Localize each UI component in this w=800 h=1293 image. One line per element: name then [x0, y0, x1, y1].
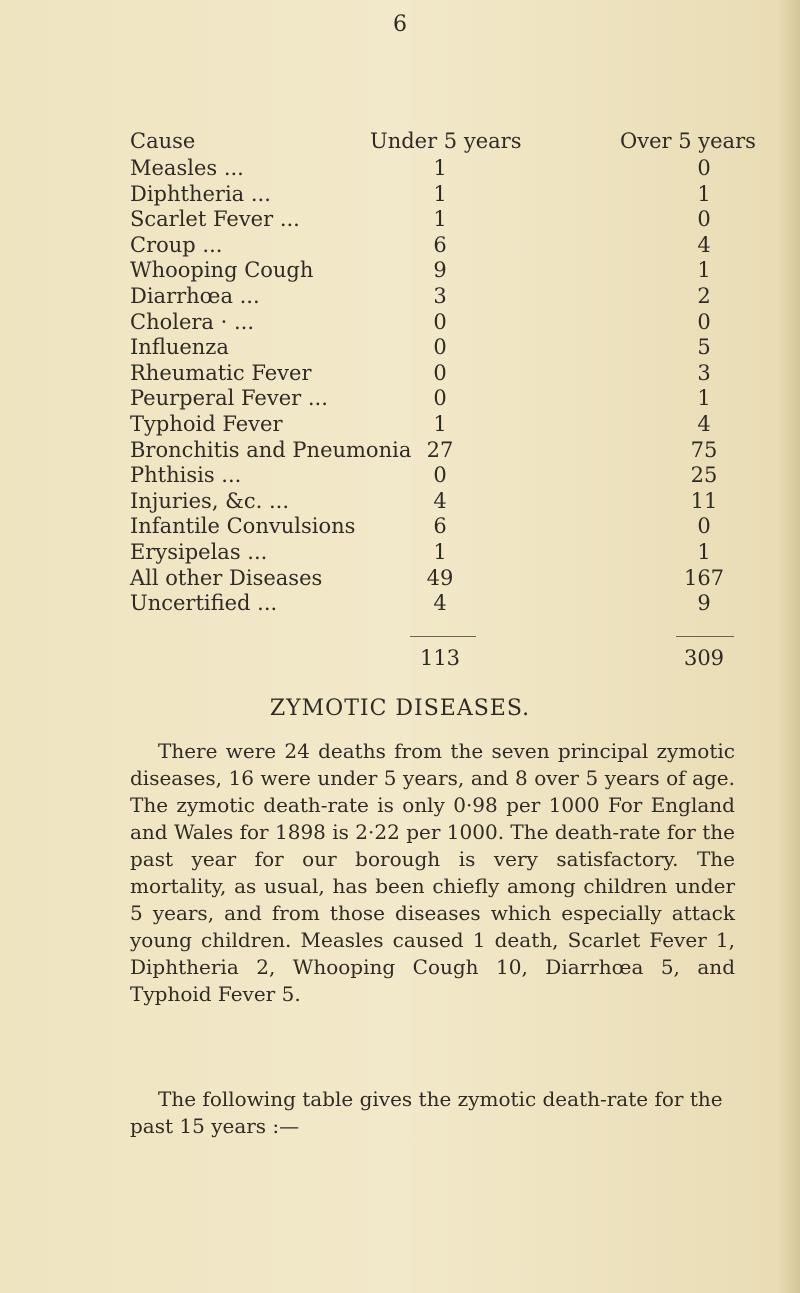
table-totals — [0, 646, 800, 676]
row-over-5: 75 — [690, 437, 718, 462]
row-over-5: 5 — [697, 335, 711, 360]
row-cause: Peurperal Fever ... — [130, 386, 328, 411]
row-under-5: 0 — [433, 335, 447, 360]
row-under-5: 1 — [433, 207, 447, 232]
row-under-5: 1 — [433, 412, 447, 436]
table-row — [0, 411, 800, 437]
header-cause: Cause — [130, 129, 196, 153]
row-over-5: 0 — [697, 309, 711, 334]
table-row — [0, 360, 800, 386]
page-number: 6 — [393, 12, 407, 37]
row-cause: Cholera · ... — [130, 309, 254, 334]
under-total-rule — [410, 636, 476, 637]
row-over-5: 9 — [697, 591, 711, 616]
table-row — [0, 206, 800, 232]
row-cause: Bronchitis and Pneumonia — [130, 437, 412, 462]
row-cause: Rheumatic Fever — [130, 360, 312, 385]
row-over-5: 4 — [697, 232, 711, 257]
row-cause: Infantile Convulsions — [130, 514, 356, 539]
header-over-5: Over 5 years — [620, 129, 756, 153]
table-row — [0, 385, 800, 411]
row-cause: Measles ... — [130, 156, 244, 180]
section-title: ZYMOTIC DISEASES. — [269, 696, 531, 721]
table-row — [0, 334, 800, 360]
row-over-5: 1 — [697, 386, 711, 411]
row-under-5: 9 — [433, 258, 447, 283]
header-under-5: Under 5 years — [370, 129, 522, 153]
row-over-5: 25 — [690, 463, 718, 488]
over-total-rule — [676, 636, 734, 637]
table-row — [0, 488, 800, 514]
row-under-5: 4 — [433, 591, 447, 616]
row-over-5: 1 — [697, 258, 711, 283]
row-cause: All other Diseases — [130, 565, 323, 590]
row-under-5: 3 — [433, 284, 447, 308]
row-cause: Croup ... — [130, 232, 223, 257]
row-cause: Phthisis ... — [130, 463, 242, 488]
row-cause: Typhoid Fever — [130, 412, 283, 436]
row-cause: Influenza — [130, 335, 229, 360]
paragraph-following-table: The following table gives the zymotic death-rate for the past 15 years :— — [130, 1087, 723, 1138]
row-over-5: 0 — [697, 207, 711, 232]
row-over-5: 0 — [697, 156, 711, 180]
total-over-5: 309 — [683, 646, 725, 670]
row-under-5: 1 — [433, 156, 447, 180]
table-header — [0, 128, 800, 154]
table-row — [0, 181, 800, 207]
table-row — [0, 513, 800, 539]
row-cause: Injuries, &c. ... — [130, 488, 289, 513]
table-row — [0, 565, 800, 591]
table-row — [0, 283, 800, 309]
row-under-5: 0 — [433, 386, 447, 411]
table-row — [0, 590, 800, 616]
row-under-5: 4 — [433, 488, 447, 513]
row-over-5: 0 — [697, 514, 711, 539]
table-row — [0, 309, 800, 335]
row-under-5: 1 — [433, 181, 447, 206]
row-under-5: 1 — [433, 540, 447, 564]
row-over-5: 4 — [697, 412, 711, 436]
row-over-5: 11 — [690, 488, 718, 513]
row-cause: Whooping Cough — [130, 258, 314, 283]
row-under-5: 6 — [433, 514, 447, 539]
row-over-5: 167 — [683, 565, 725, 590]
row-cause: Diphtheria ... — [130, 181, 271, 206]
row-under-5: 0 — [433, 463, 447, 488]
row-under-5: 49 — [426, 565, 454, 590]
table-row — [0, 539, 800, 565]
table-row — [0, 437, 800, 463]
row-under-5: 27 — [426, 437, 454, 462]
row-cause: Scarlet Fever ... — [130, 207, 300, 232]
total-under-5: 113 — [419, 646, 461, 670]
paragraph-zymotic-summary: There were 24 deaths from the seven principal zymotic diseases, 16 were under 5 years, and 8 over 5 years of age. The zymotic death-rate is only 0·98 per 1000 For England and Wales for 1898 is 2·22 per 1000. The death-rate for the past year for our borough is very satisfactory. The mortality, as usual, has been chiefly among children under 5 years, and from those diseases which especially attack young children. Measles caused 1 death, Scarlet Fever 1, Diphtheria 2, Whooping Cough 10, Diarrhœa 5, and Typhoid Fever 5. — [130, 739, 735, 1006]
table-row — [0, 232, 800, 258]
row-over-5: 3 — [697, 360, 711, 385]
row-over-5: 1 — [697, 540, 711, 564]
row-under-5: 6 — [433, 232, 447, 257]
row-cause: Uncertified ... — [130, 591, 278, 616]
row-cause: Erysipelas ... — [130, 540, 268, 564]
row-over-5: 2 — [697, 284, 711, 308]
row-over-5: 1 — [697, 181, 711, 206]
row-cause: Diarrhœa ... — [130, 284, 260, 308]
row-under-5: 0 — [433, 360, 447, 385]
row-under-5: 0 — [433, 309, 447, 334]
table-row — [0, 155, 800, 181]
table-row — [0, 462, 800, 488]
table-row — [0, 257, 800, 283]
